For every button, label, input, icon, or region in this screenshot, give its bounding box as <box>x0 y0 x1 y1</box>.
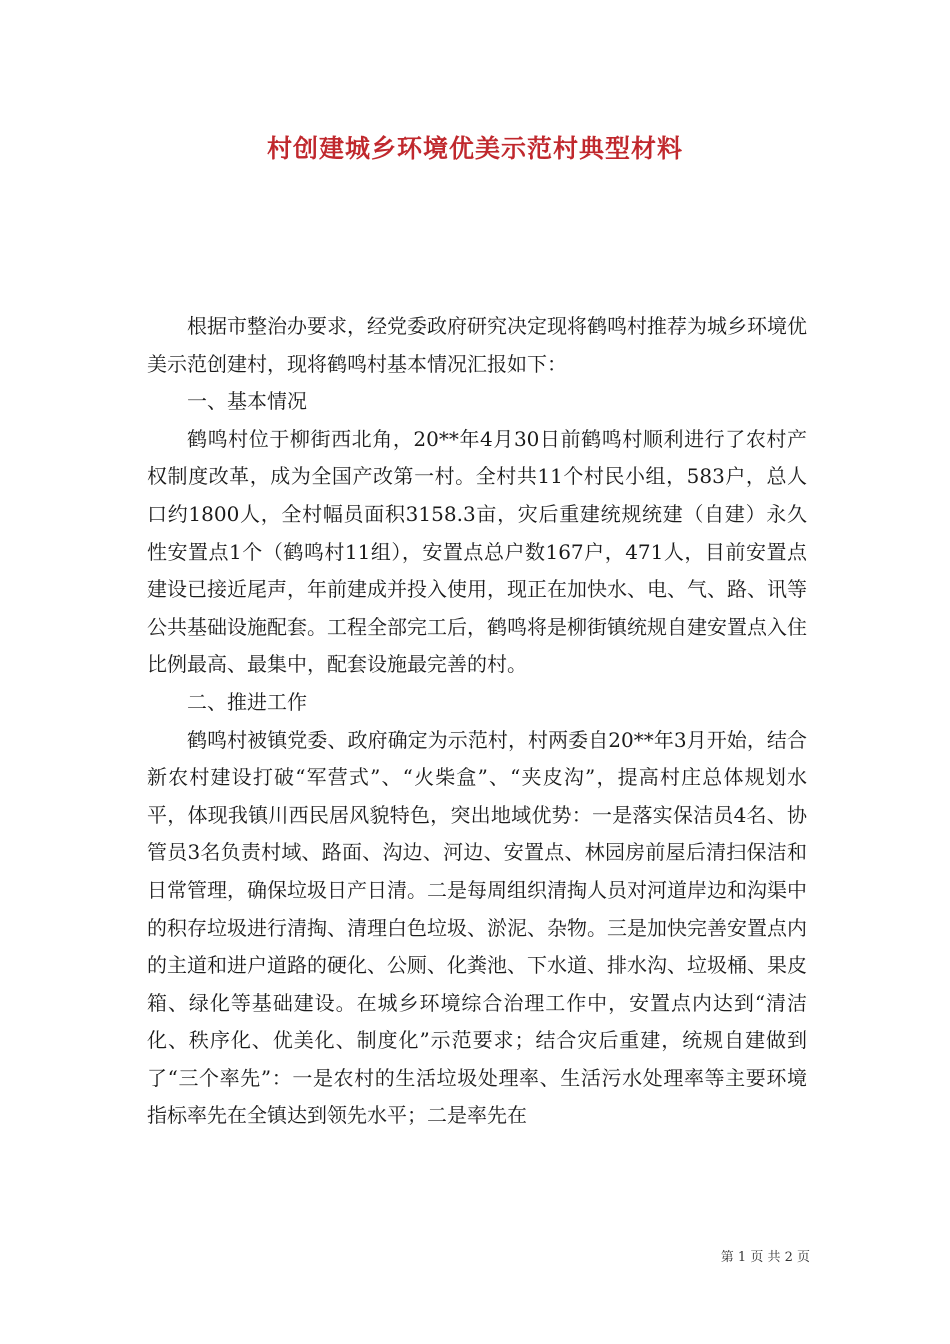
basic-situation-paragraph: 鹤鸣村位于柳街西北角，20**年4月30日前鹤鸣村顺利进行了农村产权制度改革，成为全国产改第一村。全村共11个村民小组，583户，总人口约1800人，全村幅员面积3158.3亩，灾后重建统规统建（自建）永久性安置点1个（鹤鸣村11组），安置点总户数167户，471人，目前安置点建设已接近尾声，年前建成并投入使用，现正在加快水、电、气、路、讯等公共基础设施配套。工程全部完工后，鹤鸣将是柳街镇统规自建安置点入住比例最高、最集中，配套设施最完善的村。 <box>147 426 807 677</box>
intro-paragraph: 根据市整治办要求，经党委政府研究决定现将鹤鸣村推荐为城乡环境优美示范创建村，现将鹤鸣村基本情况汇报如下： <box>147 314 807 376</box>
page-number: 第 1 页 共 2 页 <box>720 1250 810 1265</box>
document-body <box>147 308 807 1135</box>
document-title: 村创建城乡环境优美示范村典型材料 <box>266 134 683 163</box>
progress-paragraph: 鹤鸣村被镇党委、政府确定为示范村，村两委自20**年3月开始，结合新农村建设打破“军营式”、“火柴盒”、“夹皮沟”，提高村庄总体规划水平，体现我镇川西民居风貌特色，突出地域优势：一是落实保洁员4名、协管员3名负责村域、路面、沟边、河边、安置点、林园房前屋后清扫保洁和日常管理，确保垃圾日产日清。二是每周组织清掏人员对河道岸边和沟渠中的积存垃圾进行清掏、清理白色垃圾、淤泥、杂物。三是加快完善安置点内的主道和进户道路的硬化、公厕、化粪池、下水道、排水沟、垃圾桶、果皮箱、绿化等基础建设。在城乡环境综合治理工作中，安置点内达到“清洁化、秩序化、优美化、制度化”示范要求；结合灾后重建，统规自建做到了“三个率先”：一是农村的生活垃圾处理率、生活污水处理率等主要环境指标率先在全镇达到领先水平；二是率先在 <box>147 727 807 1128</box>
section-heading-progress: 二、推进工作 <box>187 689 307 714</box>
section-heading-basic: 一、基本情况 <box>187 389 307 414</box>
